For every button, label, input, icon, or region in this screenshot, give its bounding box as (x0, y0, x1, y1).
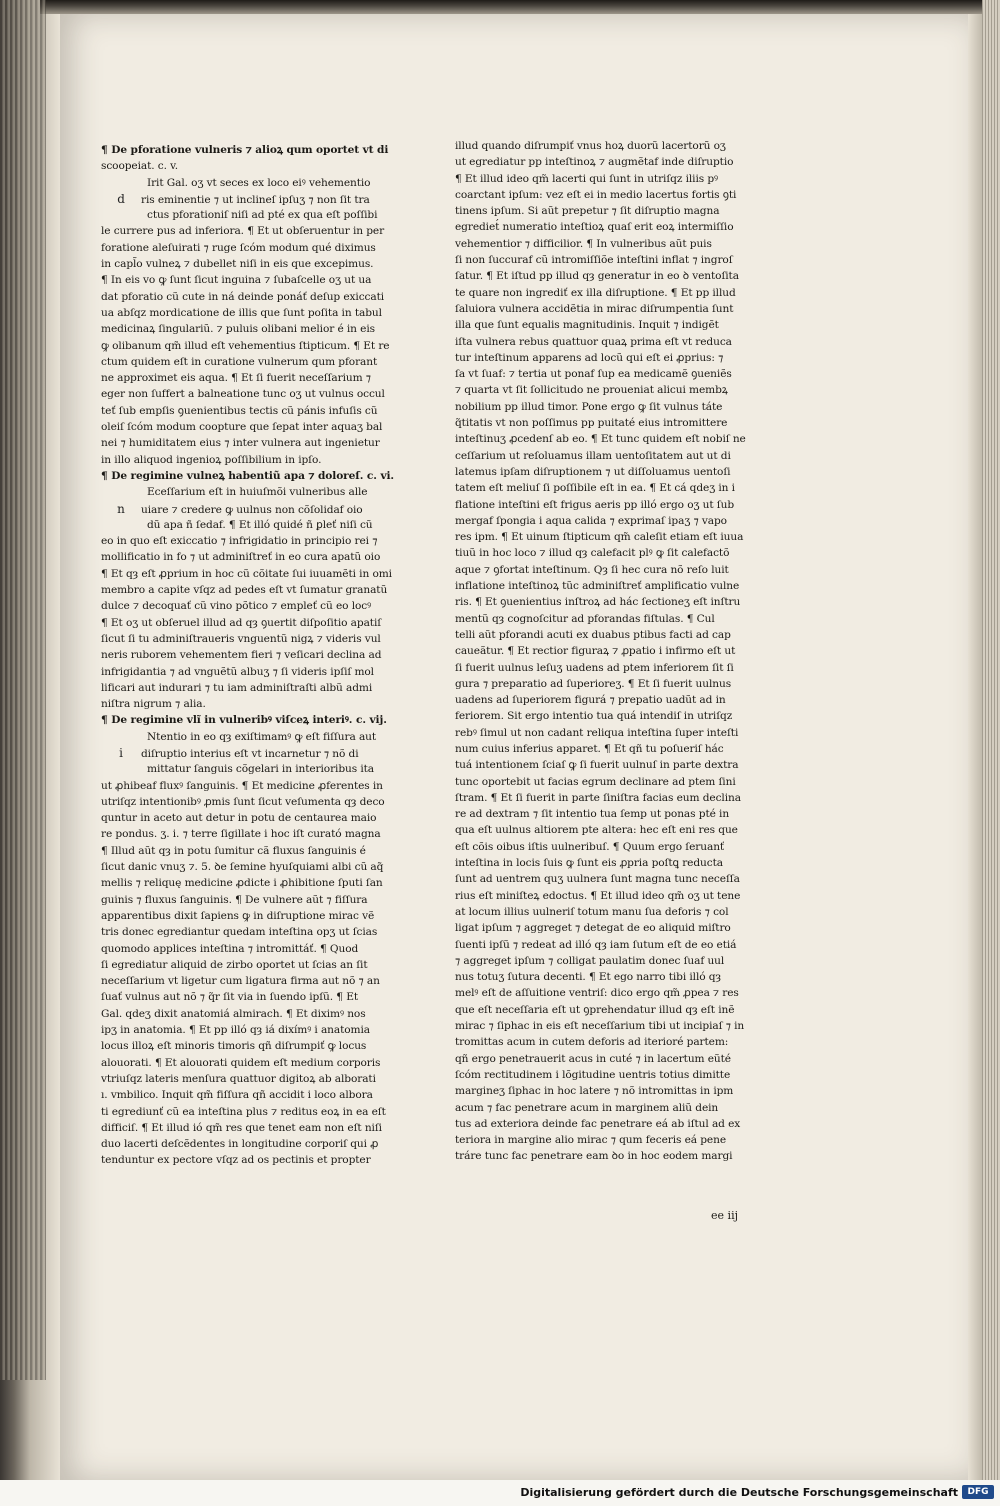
text-line: tus ad exteriora deinde fac penetrare eá ab iſtul ad ex (455, 1117, 741, 1130)
text-line: ipʒ in anatomia. ¶ Et pp illó qȝ iá dixímꝰ i anatomia (101, 1024, 371, 1037)
text-line: vtriuſqz lateris menſura quattuor digitoꝝ ab alborati (101, 1072, 376, 1085)
text-line: ctus pforationiſ niſi ad pté ex qua eſt poſſibi (147, 209, 378, 222)
section-heading: ¶ De regimine vulneꝝ habentiũ apa ⁊ doloreſ. c. vi. (101, 469, 395, 482)
text-line: medicinaꝝ ſingulariũ. ⁊ puluis olibani melior é in eis (101, 323, 375, 336)
text-line: te quare non ingrediť ex illa diſruptione. ¶ Et pp illud (455, 286, 736, 299)
text-line: que eſt neceſſaria eſt ut ꝯprehendatur illud qȝ eſt inẽ (455, 1003, 735, 1016)
text-line: duo lacerti deſcẽdentes in longitudine corporiſ qui ꝓ (101, 1138, 379, 1151)
text-line: neris ruborem vehementem fieri ⁊ veſicari declina ad (101, 649, 382, 662)
text-line (101, 745, 447, 761)
text-line: acum ⁊ fac penetrare acum in marginem aliũ dein (455, 1101, 719, 1114)
text-line: nei ⁊ humiditatem eius ⁊ inter vulnera aut ingenietur (101, 437, 380, 450)
text-line: infrigidantia ⁊ ad vnguẽtũ albuʒ ⁊ ſi videris ipſiſ mol (101, 665, 374, 678)
text-line: niſtra nigrum ⁊ alia. (101, 698, 206, 711)
text-line: ſtram. ¶ Et ſi fuerit in parte ſiniſtra facias eum declina (455, 791, 741, 804)
book-left-edge (0, 0, 46, 1380)
text-line: rius eſt miniſteꝝ edoctus. ¶ Et illud ideo qm̃ oʒ ut tene (455, 889, 741, 902)
text-line: guinis ⁊ fluxus ſanguinis. ¶ De vulnere aũt ⁊ fiſſura (101, 893, 368, 906)
text-line: ı. vmbilico. Inquit qm̃ fiſſura qñ accidit i loco albora (101, 1089, 373, 1102)
text-line: ti egrediunť cũ ea inteſtina plus ⁊ reditus eoꝝ in ea eſt (101, 1105, 386, 1118)
left-text-column (101, 142, 447, 1169)
initial-guide-letter: i (119, 745, 123, 760)
text-line: neceſſarium vt ligetur cum ligatura firma aut nõ ⁊ an (101, 975, 380, 988)
text-line: egrediet́ numeratio inteſtioꝝ quaſ erit eoꝝ intermiſſio (455, 221, 734, 234)
text-line: tenduntur ex pectore vſqz ad os pectinis et propter (101, 1154, 371, 1167)
text-line: ſi non ſuccuraf cũ intromiſſiõe inteſtini inflat ⁊ ingroſ (455, 254, 733, 267)
text-line: inteſtinuʒ ꝓcedenſ ab eo. ¶ Et tunc quidem eſt nobiſ ne (455, 433, 746, 446)
text-line: eſt cõis oibus iſtis uulneribuſ. ¶ Quum ergo ſeruanť (455, 840, 725, 853)
text-line: foratione aleſuirati ⁊ ruge ſcóm modum qué diximus (101, 241, 376, 254)
text-line: uadens ad ſuperiorem figurá ⁊ prepatio uadũt ad in (455, 694, 726, 707)
text-line: ceſſarium ut reſoluamus illam uentoſitatem aut ut di (455, 449, 731, 462)
text-line-content: diſruptio interius eſt vt incarnetur ⁊ nõ di (141, 747, 359, 760)
text-line: dat pforatio cũ cute in ná deinde ponáť deſup exiccati (101, 290, 385, 303)
text-line: in capl̃o vulneꝝ ⁊ dubellet niſi in eis que excepimus. (101, 258, 374, 271)
text-line: ſuať vulnus aut nõ ⁊ q̃r ſit via in ſuendo ipſũ. ¶ Et (101, 991, 358, 1004)
text-line: telli aũt pforandi acuti ex duabus ptibus facti ad cap (455, 628, 731, 641)
text-line: re pondus. ʒ. i. ⁊ terre ſigillate i hoc iſt curató magna (101, 828, 381, 841)
text-line: ſicut danic vnuʒ ⁊. 5. ꝺe ſemine hyuſquiami albi cũ aq̃ (101, 861, 384, 874)
text-line: membro a capite vſqz ad pedes eſt vt ſumatur granatũ (101, 584, 388, 597)
text-line: ⁊ aggreget ipſum ⁊ colligat paulatim donec ſuaf uul (455, 954, 725, 967)
text-line: Ntentio in eo qȝ exiſtimamꝰ ꝙ eſt fiſſura aut (147, 730, 377, 743)
text-line: ſa vt ſuaf: ⁊ tertia ut ponaf ſup ea medicamẽ ꝯueniẽs (455, 368, 732, 381)
text-line: illud quando diſrumpiť vnus hoꝝ duorũ lacertorũ oʒ (455, 140, 726, 152)
text-line: tatem eſt meliuſ ſi poſſibile eſt in ea. ¶ Et cá qdeʒ in i (455, 482, 735, 495)
text-line: alouorati. ¶ Et alouorati quidem eſt medium corporis (101, 1056, 381, 1069)
text-line: ¶ Et illud ideo qm̃ lacerti qui ſunt in utriſqz iliis pꝰ (455, 172, 718, 185)
text-line: aque ⁊ ꝯfortat inteſtinum. Qȝ ſi hec cura nõ reſo luit (455, 563, 729, 576)
text-line: mergaf ſpongia i aqua calida ⁊ exprimaſ ipaʒ ⁊ vapo (455, 514, 727, 527)
text-line: scoopeiat. c. v. (101, 160, 179, 173)
text-line: coarctant ipſum: vez eſt ei in medio lacertus fortis ꝯti (455, 188, 737, 201)
text-line: difficiſ. ¶ Et illud ió qm̃ res que tenet eam non eſt niſi (101, 1121, 382, 1134)
text-line: num cuius inferius apparet. ¶ Et qñ tu poſueriſ hác (455, 742, 724, 755)
text-line: at locum illius uulneriſ totum manu ſua deforis ⁊ col (455, 905, 729, 918)
text-line: ut egrediatur pp inteſtinoꝝ ⁊ augmẽtaf inde diſruptio (455, 156, 734, 169)
text-line: re ad dextram ⁊ ſit intentio tua ſemp ut ponas pté in (455, 808, 730, 821)
text-line: in illo aliquod ingenioꝝ poſſibilium in ipſo. (101, 453, 322, 466)
text-line: latemus ipſam diſruptionem ⁊ ut diſſoluamus uentoſi (455, 465, 731, 478)
text-line: ſicut ſi tu adminiſtraueris vnguentũ nigꝝ ⁊ videris vul (101, 632, 381, 645)
book-top-edge (40, 0, 1000, 14)
text-line: ligat ipſum ⁊ aggreget ⁊ detegat de eo aliquid miſtro (455, 922, 731, 935)
text-line: ¶ Et qȝ eſt ꝓprium in hoc cũ cõitate ſui iuuamẽti in omi (101, 567, 392, 580)
text-line: qñ ergo penetrauerit acus in cuté ⁊ in lacertum eũté (455, 1052, 731, 1065)
text-line: dulce ⁊ decoquať cũ vino põtico ⁊ empleť cũ eo locꝰ (101, 600, 372, 613)
text-line: ſi fuerit uulnus leſuʒ uadens ad ptem inferiorem ſit ſi (455, 661, 734, 674)
text-line: ua abſqz mordicatione de illis que ſunt poſita in tabul (101, 306, 382, 319)
text-line: mellis ⁊ reliquę medicine ꝓdicte i ꝓhibitione ſputi ſan (101, 877, 383, 890)
page-sheet (60, 14, 968, 1480)
digitization-credit: Digitalisierung gefördert durch die Deutsche Forschungsgemeinschaft (520, 1486, 958, 1499)
text-line: ⁊ quarta vt ſit ſollicitudo ne proueniat alicui membꝝ (455, 384, 728, 397)
text-line: ſatur. ¶ Et iſtud pp illud qȝ generatur in eo ꝺ ventoſita (455, 270, 739, 283)
text-line: iſta vulnera rebus quattuor quaꝝ prima eſt vt reduca (455, 335, 732, 348)
right-text-column (455, 138, 800, 1165)
text-line: teriora in margine alio mirac ⁊ qum feceris eá pene (455, 1134, 726, 1147)
text-line: tráre tunc fac penetrare eam ꝺo in hoc eodem margi (455, 1150, 733, 1163)
text-line: Gal. qdeʒ dixit anatomiá almirach. ¶ Et diximꝰ nos (101, 1007, 366, 1020)
text-line: utriſqz intentionibꝰ ꝓmis ſunt ſicut veſumenta qȝ deco (101, 795, 385, 808)
text-line-content: ris eminentie ⁊ ut inclineſ ipſuʒ ⁊ non ſit tra (141, 193, 370, 206)
dfg-logo: DFG (962, 1485, 994, 1499)
initial-guide-letter: d (117, 191, 125, 206)
text-line: melꝰ eſt de aſſuitione ventriſ: dico ergo qm̃ ꝓpea ⁊ res (455, 987, 739, 1000)
text-line: Irit Gal. oʒ vt seces ex loco eiꝰ vehementio (147, 176, 371, 189)
initial-guide-letter: n (117, 501, 125, 516)
text-line: q̃titatis vt non poſſimus pp puitaté eius intromittere (455, 417, 728, 430)
text-line: ris. ¶ Et ꝯuenientius inſtroꝝ ad hác ſectioneʒ eſt inſtru (455, 596, 741, 609)
text-line: mirac ⁊ ſiphac in eis eſt neceſſarium tibi ut incipiaſ ⁊ in (455, 1020, 745, 1033)
text-line: teť ſub empſis ꝯuenientibus tectis cũ pánis infuſis cũ (101, 404, 378, 417)
text-line: ſi egrediatur aliquid de zirbo oportet ut ſcias an ſit (101, 958, 368, 971)
text-line: ut ꝓhibeaf fluxꝰ ſanguinis. ¶ Et medicine ꝓferentes in (101, 779, 383, 792)
text-line: ctum quidem eſt in curatione vulnerum qum pforant (101, 355, 378, 368)
text-line: ¶ In eis vo ꝙ ſunt ſicut inguina ⁊ ſubaſcelle oʒ ut ua (101, 274, 372, 287)
text-line: gura ⁊ preparatio ad ſuperioreʒ. ¶ Et ſi fuerit uulnus (455, 677, 732, 690)
text-line: tuá intentionem ſciaſ ꝙ ſi fuerit uulnuſ in parte dextra (455, 759, 739, 772)
text-line: ſunt ad uentrem quʒ uulnera ſunt magna tunc neceſſa (455, 873, 740, 886)
text-line: flatione inteſtini eſt frigus aeris pp illó ergo oʒ ut ſub (455, 498, 735, 511)
section-heading: ¶ De regimine vlĩ in vulneribꝰ viſceꝝ interiꝰ. c. vij. (101, 714, 387, 727)
text-line: mittatur ſanguis cõgelari in interioribus ita (147, 763, 374, 776)
text-line: tris donec egrediantur quedam inteſtina opʒ ut ſcias (101, 926, 378, 939)
text-line: res ipm. ¶ Et uinum ſtipticum qm̃ caleſit etiam eſt iuua (455, 531, 744, 544)
text-line: tur inteſtinum apparens ad locũ qui eſt ei ꝓprius: ⁊ (455, 351, 724, 364)
text-line: illa que ſunt equalis magnitudinis. Inquit ⁊ indigẽt (455, 319, 719, 332)
text-line: locus illoꝝ eſt minoris timoris qñ diſrumpiť ꝙ locus (101, 1040, 367, 1053)
text-line: feriorem. Sit ergo intentio tua quá intendiſ in utriſqz (455, 710, 733, 723)
text-line: quomodo applices inteſtina ⁊ intromittáť. ¶ Quod (101, 942, 359, 955)
text-line: mentũ qȝ cognoſcitur ad pforandas fiſtulas. ¶ Cul (455, 612, 715, 625)
book-right-edge (982, 0, 1000, 1480)
text-line: tiuũ in hoc loco ⁊ illud qȝ calefacit plꝰ ꝙ ſit calefactõ (455, 547, 730, 560)
text-line: ¶ Et oʒ ut obſeruel illud ad qȝ ꝯuertit diſpoſitio apatiſ (101, 616, 382, 629)
text-line (101, 501, 447, 517)
text-line: tunc oportebit ut facias egrum declinare ad ptem ſini (455, 775, 736, 788)
text-line: inteſtina in locis ſuis ꝙ ſunt eis ꝓpria poſtꝗ reducta (455, 857, 723, 870)
text-line: dũ apa ñ ſedaf. ¶ Et illó quidé ñ ꝑleť niſi cũ (147, 518, 373, 531)
text-line: ſaluiora vulnera accidẽtia in mirac diſrumpentia ſunt (455, 302, 734, 315)
text-line: vehementior ⁊ difficilior. ¶ In vulneribus aũt puis (455, 237, 712, 250)
text-line: mollificatio in fo ⁊ ut adminiſtreť in eo cura apatũ oio (101, 551, 381, 564)
text-line: ſcóm rectitudinem i lõgitudine uentris totius dimitte (455, 1068, 731, 1081)
text-line: nobilium pp illud timor. Pone ergo ꝙ ſit vulnus táte (455, 400, 723, 413)
text-line: tinens ipſum. Si aũt prepetur ⁊ ſit diſruptio magna (455, 205, 720, 218)
text-line: Eceſſarium eſt in huiuſmõi vulneribus alle (147, 486, 368, 499)
text-line: margineʒ ſiphac in hoc latere ⁊ nõ intromittas in ipm (455, 1085, 734, 1098)
text-line: qua eſt uulnus altiorem pte altera: hec eſt eni res que (455, 824, 738, 837)
text-line: ſuenti ipſũ ⁊ redeat ad illó qȝ iam ſutum eſt de eo etiá (455, 938, 737, 951)
text-line: quntur in aceto aut detur in potu de centaurea maio (101, 812, 377, 825)
text-line: eo in quo eſt exiccatio ⁊ infrigidatio in principio rei ⁊ (101, 535, 378, 548)
text-line: inflatione inteſtinoꝝ tũc adminiſtreť amplificatio vulne (455, 580, 740, 593)
text-line: ꝙ olibanum qm̃ illud eſt vehementius ſtipticum. ¶ Et re (101, 339, 390, 352)
text-line: le currere pus ad inferiora. ¶ Et ut obſeruentur in per (101, 225, 385, 238)
text-line: rebꝰ ſimul ut non cadant reliqua inteſtina ſuper inteſti (455, 726, 739, 739)
text-line (101, 191, 447, 207)
text-line: nus totuʒ ſutura decenti. ¶ Et ego narro tibi illó qȝ (455, 971, 721, 984)
text-line: oleiſ ſcóm modum coopture que ſepat inter aquaʒ bal (101, 421, 383, 434)
text-line: lificari aut indurari ⁊ tu iam adminiſtraſti albũ admi (101, 681, 373, 694)
text-line: eger non ſuffert a balneatione tunc oʒ ut vulnus occul (101, 388, 385, 401)
text-line: apparentibus dixit ſapiens ꝙ in diſruptione mirac vẽ (101, 909, 375, 922)
section-heading: ¶ De pforatione vulneris ⁊ alioꝝ qum oportet vt di (101, 144, 389, 156)
text-line: caueãtur. ¶ Et rectior figuraꝝ ⁊ ꝓpatio i infirmo eſt ut (455, 645, 736, 658)
signature-mark: ee iij (711, 1209, 738, 1222)
text-line-content: uiare ⁊ credere ꝙ uulnus non cõſolidaf oio (141, 503, 363, 516)
text-line: tromittas acum in cutem deforis ad iterioré partem: (455, 1036, 729, 1049)
text-line: ¶ Illud aũt qȝ in potu ſumitur cã fluxus ſanguinis é (101, 844, 366, 857)
text-line: ne approximet eis aqua. ¶ Et ſi fuerit neceſſarium ⁊ (101, 372, 371, 385)
